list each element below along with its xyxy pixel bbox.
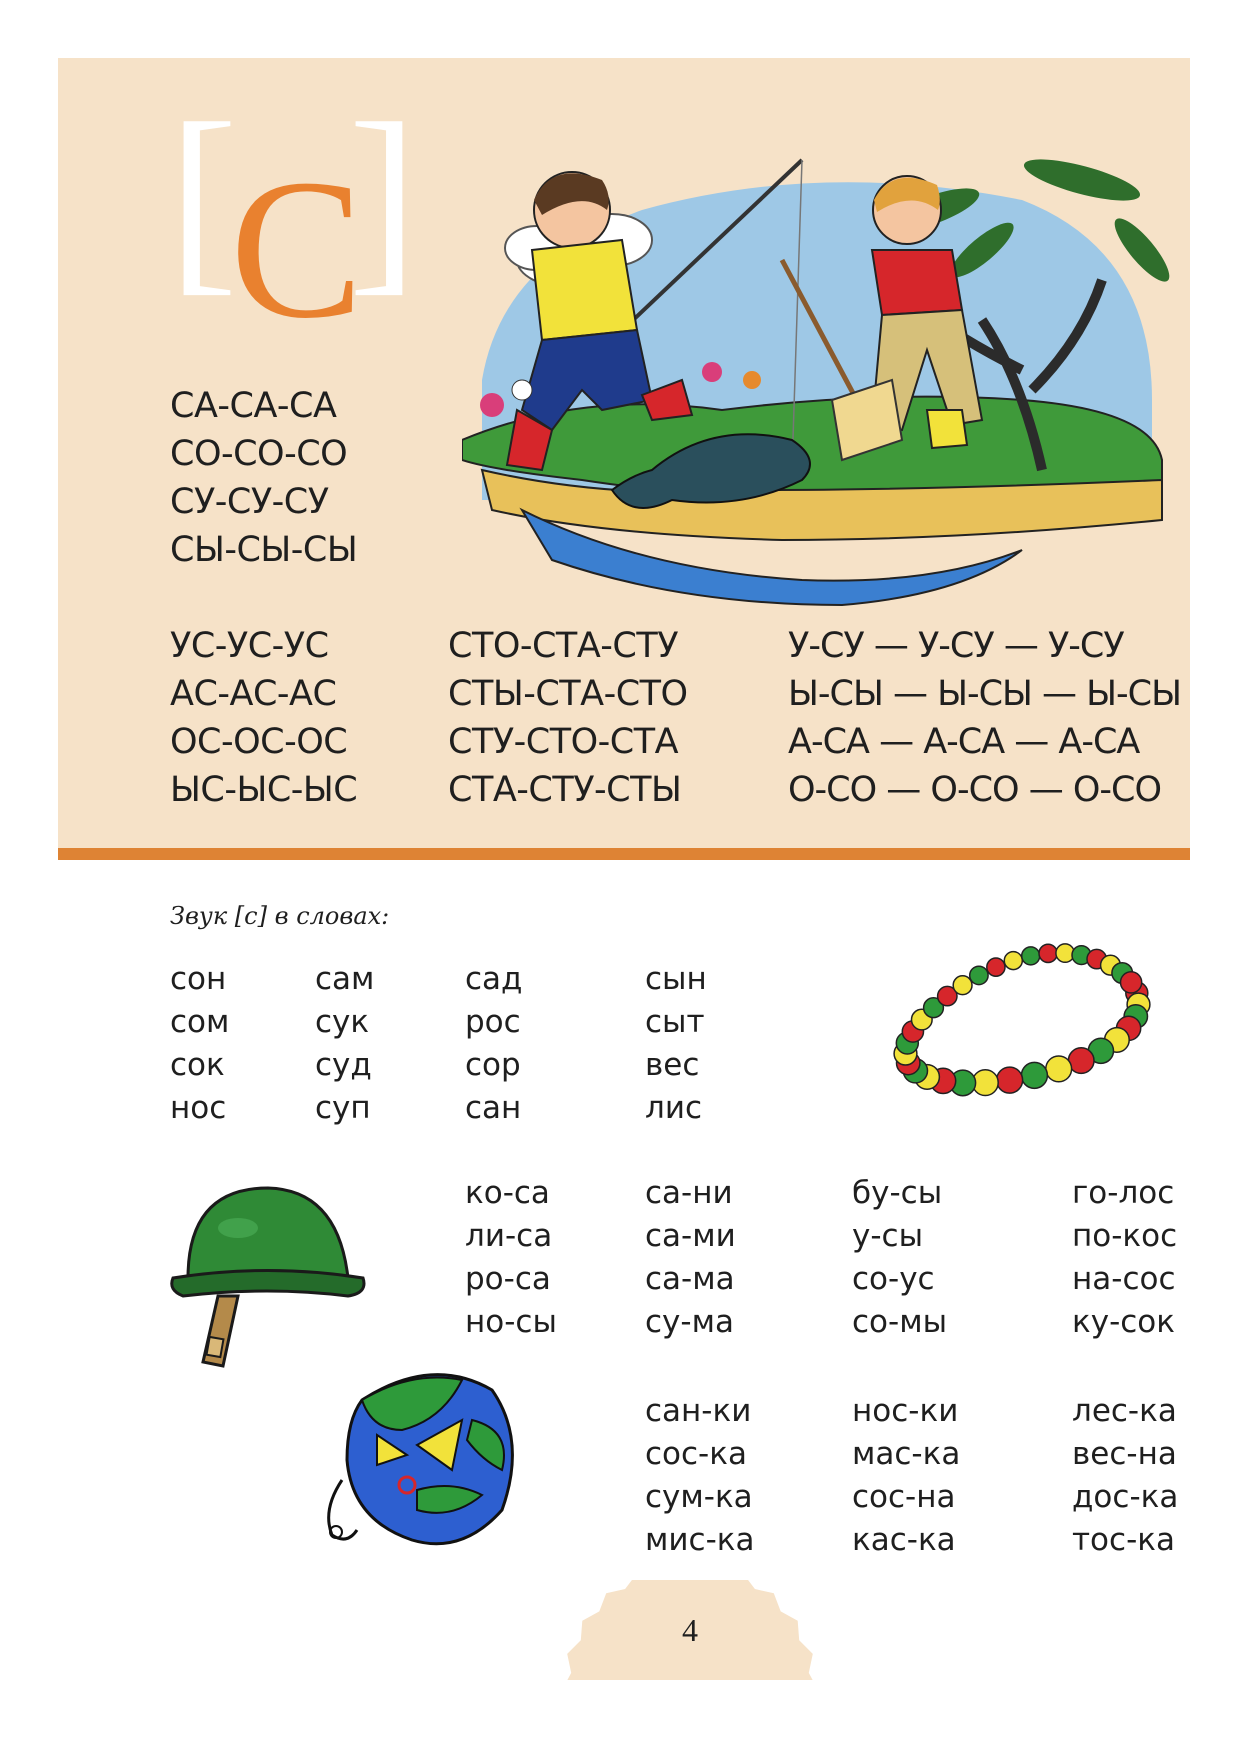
list-item: кас-ка bbox=[852, 1522, 956, 1558]
list-item: сум-ка bbox=[645, 1479, 753, 1515]
bead bbox=[970, 966, 988, 984]
word-column bbox=[1072, 1172, 1177, 1344]
bead bbox=[953, 976, 972, 995]
syllable-row: СО-СО-СО bbox=[170, 434, 348, 474]
list-item: дос-ка bbox=[1072, 1479, 1179, 1515]
syllable-row: СТЫ-СТА-СТО bbox=[448, 674, 688, 714]
syllable-row: СТА-СТУ-СТЫ bbox=[448, 770, 682, 810]
list-item: сон bbox=[170, 961, 227, 997]
list-item: сок bbox=[170, 1047, 225, 1083]
syllables-closed bbox=[170, 622, 357, 814]
list-item: но-сы bbox=[465, 1304, 557, 1340]
list-item: сом bbox=[170, 1004, 230, 1040]
list-item: сам bbox=[315, 961, 375, 997]
list-item: бу-сы bbox=[852, 1175, 943, 1211]
list-item: лис bbox=[645, 1090, 703, 1126]
word-column bbox=[852, 1390, 960, 1562]
syllable-row: О-СО — О-СО — О-СО bbox=[788, 770, 1161, 810]
list-item: мас-ка bbox=[852, 1436, 961, 1472]
word-column bbox=[170, 958, 229, 1130]
list-item: мис-ка bbox=[645, 1522, 755, 1558]
list-item: вес bbox=[645, 1047, 700, 1083]
word-column bbox=[645, 1390, 754, 1562]
bead bbox=[1121, 972, 1142, 993]
list-item: тос-ка bbox=[1072, 1522, 1175, 1558]
bead bbox=[1046, 1056, 1072, 1082]
word-column bbox=[852, 1172, 947, 1344]
bead bbox=[1004, 952, 1022, 970]
list-item: ро-са bbox=[465, 1261, 551, 1297]
list-item: нос-ки bbox=[852, 1393, 959, 1429]
bead bbox=[1039, 944, 1057, 962]
list-item: са-ми bbox=[645, 1218, 736, 1254]
list-item: по-кос bbox=[1072, 1218, 1178, 1254]
list-item: ли-са bbox=[465, 1218, 553, 1254]
helmet-icon bbox=[168, 1168, 368, 1368]
list-item: сук bbox=[315, 1004, 370, 1040]
word-column bbox=[465, 958, 522, 1130]
list-item: суд bbox=[315, 1047, 372, 1083]
list-item: сор bbox=[465, 1047, 521, 1083]
list-item: са-ма bbox=[645, 1261, 735, 1297]
letter-title: С bbox=[230, 139, 364, 360]
list-item: сос-ка bbox=[645, 1436, 747, 1472]
word-column bbox=[645, 1172, 736, 1344]
syllables-pairs bbox=[788, 622, 1181, 814]
syllable-row: Ы-СЫ — Ы-СЫ — Ы-СЫ bbox=[788, 674, 1181, 714]
list-item: со-ус bbox=[852, 1261, 935, 1297]
list-item: лес-ка bbox=[1072, 1393, 1177, 1429]
syllables-cluster bbox=[448, 622, 688, 814]
syllable-row: СУ-СУ-СУ bbox=[170, 482, 329, 522]
bracket-right: ] bbox=[348, 81, 418, 313]
list-item: со-мы bbox=[852, 1304, 948, 1340]
list-item: сыт bbox=[645, 1004, 705, 1040]
syllable-row: СА-СА-СА bbox=[170, 386, 337, 426]
syllable-row: ЫС-ЫС-ЫС bbox=[170, 770, 358, 810]
panel-divider bbox=[58, 848, 1190, 860]
list-item: са-ни bbox=[645, 1175, 733, 1211]
list-item: го-лос bbox=[1072, 1175, 1175, 1211]
syllable-row: УС-УС-УС bbox=[170, 626, 329, 666]
syllable-row: У-СУ — У-СУ — У-СУ bbox=[788, 626, 1124, 666]
list-item: сан bbox=[465, 1090, 522, 1126]
syllable-row: А-СА — А-СА — А-СА bbox=[788, 722, 1140, 762]
bead bbox=[1022, 947, 1040, 965]
list-item: сын bbox=[645, 961, 707, 997]
bead bbox=[1021, 1062, 1047, 1088]
syllable-row: ОС-ОС-ОС bbox=[170, 722, 348, 762]
mask-icon bbox=[322, 1360, 532, 1560]
list-item: суп bbox=[315, 1090, 371, 1126]
boys-fishing-illustration bbox=[462, 140, 1182, 610]
beads-icon bbox=[862, 918, 1182, 1118]
syllable-row: АС-АС-АС bbox=[170, 674, 337, 714]
bead bbox=[997, 1067, 1023, 1093]
word-column bbox=[1072, 1390, 1178, 1562]
section-title: Звук [с] в словах: bbox=[170, 902, 390, 930]
bracket-left: [ bbox=[168, 81, 238, 313]
page-number: 4 bbox=[682, 1612, 698, 1648]
list-item: сос-на bbox=[852, 1479, 956, 1515]
syllables-open bbox=[170, 382, 357, 574]
word-column bbox=[645, 958, 707, 1130]
list-item: на-сос bbox=[1072, 1261, 1176, 1297]
syllable-row: СТО-СТА-СТУ bbox=[448, 626, 679, 666]
list-item: вес-на bbox=[1072, 1436, 1177, 1472]
list-item: ку-сок bbox=[1072, 1304, 1175, 1340]
list-item: сан-ки bbox=[645, 1393, 752, 1429]
syllable-row: СТУ-СТО-СТА bbox=[448, 722, 679, 762]
list-item: су-ма bbox=[645, 1304, 734, 1340]
list-item: рос bbox=[465, 1004, 521, 1040]
syllable-row: СЫ-СЫ-СЫ bbox=[170, 530, 358, 570]
list-item: у-сы bbox=[852, 1218, 924, 1254]
list-item: сад bbox=[465, 961, 523, 997]
list-item: ко-са bbox=[465, 1175, 550, 1211]
bead bbox=[987, 958, 1005, 976]
list-item: нос bbox=[170, 1090, 227, 1126]
word-column bbox=[315, 958, 374, 1130]
word-column bbox=[465, 1172, 557, 1344]
